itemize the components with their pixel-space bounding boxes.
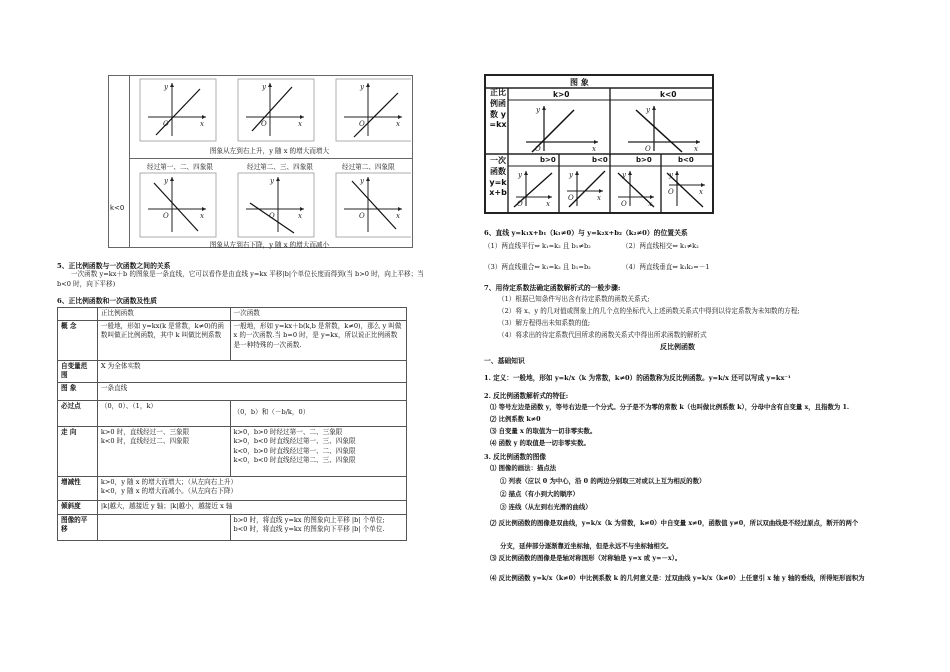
symmetry: ⑶ 反比例函数的图像是是轴对称图形（对称轴是 y=x 或 y=－x）。 bbox=[490, 554, 682, 562]
row-label: 图 象 bbox=[58, 382, 98, 400]
x-axis-label: x bbox=[396, 120, 400, 128]
x-axis-label: x bbox=[592, 145, 596, 153]
x-axis-label: x bbox=[200, 212, 204, 220]
row-cell-a: k>0，y 随 x 的增大而增大；（从左向右上升） k<0，y 随 x 的增大而减小。（从左向右下降） bbox=[97, 476, 406, 500]
y-axis-label: y bbox=[360, 83, 364, 91]
origin-label: O bbox=[668, 188, 674, 196]
table-row bbox=[58, 500, 407, 514]
x-axis-label: x bbox=[699, 188, 703, 196]
y-axis-label: y bbox=[569, 171, 573, 179]
coordinate-graph bbox=[514, 171, 552, 208]
row-cell-a: 一条直线 bbox=[97, 382, 406, 400]
basic-knowledge: 一、基础知识 bbox=[484, 357, 525, 365]
table-row bbox=[58, 476, 407, 500]
graph-heading: 3. 反比例函数的图像 bbox=[484, 453, 546, 461]
row2-label: 一次函数 y=kx+b bbox=[489, 156, 507, 198]
y-axis-label: y bbox=[270, 177, 274, 185]
feature-1: ⑴ 等号左边是函数 y，等号右边是一个分式。分子是不为零的常数 k（也叫做比例系数 k），分母中含有自变量 x，且指数为 1. bbox=[490, 403, 850, 411]
x-axis-label: x bbox=[200, 120, 204, 128]
x-axis-label: x bbox=[396, 212, 400, 220]
step-1: （1）根据已知条件写出含有待定系数的函数关系式; bbox=[498, 295, 650, 303]
row-label: 必过点 bbox=[58, 400, 98, 426]
relation-intersect: （2）两直线相交⇔ k₁≠k₂ bbox=[622, 242, 699, 250]
x-axis-label: x bbox=[694, 145, 698, 153]
y-arrow bbox=[170, 177, 174, 181]
properties-table bbox=[57, 307, 407, 541]
origin-label: O bbox=[359, 120, 365, 128]
function-line bbox=[252, 87, 292, 131]
coordinate-graph bbox=[618, 171, 654, 208]
origin-label: O bbox=[568, 194, 574, 202]
x-arrow bbox=[594, 140, 598, 144]
definition: 1. 定义：一般地，形如 y=k/x（k 为常数，k≠0）的函数称为反比例函数。y=k/x 还可以写成 y=kx⁻¹ bbox=[484, 374, 791, 382]
y-axis-label: y bbox=[164, 83, 168, 91]
graph-step-list: ① 列表（应以 0 为中心，沿 0 的两边分别取三对或以上互为相反的数） bbox=[500, 477, 706, 485]
k-label: k<0 bbox=[110, 204, 125, 212]
graph-frame bbox=[140, 173, 216, 237]
origin-label: O bbox=[269, 212, 275, 220]
y-axis-label: y bbox=[536, 106, 540, 114]
section7-title: 7、用待定系数法确定函数解析式的一般步骤: bbox=[484, 284, 621, 292]
feature-4: ⑷ 函数 y 的取值是一切非零实数。 bbox=[490, 439, 590, 447]
hyperbola-desc-2: 分支，延伸部分逐渐靠近坐标轴，但是永远不与坐标轴相交。 bbox=[500, 542, 673, 550]
right-header: 图 象 bbox=[570, 78, 589, 87]
b-label-3: b>0 bbox=[636, 156, 652, 164]
row-cell-a: （0，0）、（1，k） bbox=[97, 400, 230, 426]
feature-2: ⑵ 比例系数 k≠0 bbox=[490, 415, 541, 423]
row-label: 概 念 bbox=[58, 320, 98, 360]
x-arrow bbox=[202, 207, 206, 211]
y-arrow bbox=[575, 171, 579, 175]
y-arrow bbox=[366, 83, 370, 87]
graph-frame bbox=[336, 79, 411, 141]
x-arrow bbox=[300, 207, 304, 211]
row-cell-a: k>0 时，直线经过一、三象限 k<0 时，直线经过二、四象限 bbox=[97, 426, 230, 476]
coordinate-graph bbox=[148, 83, 206, 136]
step-3: （3）解方程得出未知系数的值; bbox=[498, 319, 591, 327]
k-neg-label: k<0 bbox=[660, 90, 677, 99]
quadrant-label-2: 经过第二、三、四象限 bbox=[247, 163, 313, 171]
table-header bbox=[58, 308, 407, 321]
y-arrow bbox=[675, 171, 679, 175]
table-row bbox=[58, 382, 407, 400]
section6-title: 6、正比例函数和一次函数及性质 bbox=[57, 297, 157, 305]
relation-perpendicular: （4）两直线垂直⇔ k₁k₂=－1 bbox=[622, 263, 710, 271]
row-label: 自变量范 围 bbox=[58, 360, 98, 382]
y-arrow bbox=[170, 83, 174, 87]
col-header-proportional: 正比例函数 bbox=[97, 308, 230, 321]
graph-method: ⑴ 图像的画法：描点法 bbox=[490, 464, 557, 472]
x-axis-label: x bbox=[298, 212, 302, 220]
row-label: 倾斜度 bbox=[58, 500, 98, 514]
y-axis-label: y bbox=[646, 106, 650, 114]
function-line bbox=[352, 181, 396, 229]
x-arrow bbox=[300, 115, 304, 119]
feature-3: ⑶ 自变量 x 的取值为一切非零实数。 bbox=[490, 427, 597, 435]
coordinate-graph bbox=[148, 177, 206, 232]
row-cell-b: k>0，b>0 时经过第一、二、三象限 k>0，b<0 时直线经过第一、三、四象限 k<0，b>0 时直线经过第一、二、四象限 k<0，b<0 时直线经过第二、三、四象限 bbox=[230, 426, 406, 476]
quadrant-label-1: 经过第一、二、四象限 bbox=[147, 163, 213, 171]
table-row bbox=[58, 320, 407, 360]
section5-body: 一次函数 y=kx＋b 的图象是一条直线，它可以看作是由直线 y=kx 平移|b|个单位长度而得到(当 b>0 时，向上平移；当 b<0 时，向下平移) bbox=[57, 270, 424, 288]
b-label-4: b<0 bbox=[678, 156, 694, 164]
function-line bbox=[354, 93, 398, 137]
k-pos-label: k>0 bbox=[553, 90, 570, 99]
table-row bbox=[58, 360, 407, 382]
graph-frame bbox=[238, 79, 314, 141]
function-line bbox=[156, 89, 200, 135]
coordinate-graph bbox=[526, 106, 598, 153]
section6b-title: 6、直线 y=k₁x+b₁（k₁≠0）与 y=k₂x+b₂（k₂≠0）的位置关系 bbox=[484, 229, 688, 237]
features-heading: 2. 反比例函数解析式的特征: bbox=[484, 392, 569, 400]
y-arrow bbox=[652, 106, 656, 110]
coordinate-graph bbox=[246, 83, 304, 136]
graph-step-plot: ② 描点（有小到大的顺序） bbox=[500, 490, 579, 498]
y-arrow bbox=[542, 106, 546, 110]
x-axis-label: x bbox=[597, 194, 601, 202]
x-arrow bbox=[696, 140, 700, 144]
x-axis-label: x bbox=[298, 120, 302, 128]
table-row bbox=[58, 514, 407, 540]
row-cell-a: X 为全体实数 bbox=[97, 360, 406, 382]
x-arrow bbox=[398, 207, 402, 211]
coordinate-graph bbox=[246, 177, 304, 233]
coordinate-graph bbox=[344, 83, 402, 137]
origin-label: O bbox=[163, 120, 169, 128]
row-label: 图像的平 移 bbox=[58, 514, 98, 540]
x-arrow bbox=[599, 189, 603, 193]
y-axis-label: y bbox=[262, 83, 266, 91]
y-arrow bbox=[268, 83, 272, 87]
x-arrow bbox=[701, 183, 705, 187]
y-axis-label: y bbox=[518, 171, 522, 179]
coordinate-graph bbox=[567, 171, 605, 207]
b-label-1: b>0 bbox=[540, 156, 556, 164]
origin-label: O bbox=[645, 145, 651, 153]
y-axis-label: y bbox=[164, 177, 168, 185]
row1-label: 正比例函数 y=kx bbox=[489, 88, 507, 130]
row-label: 走 向 bbox=[58, 426, 98, 476]
table-row bbox=[58, 426, 407, 476]
row-cell-b: （0，b）和（－b/k，0） bbox=[230, 400, 406, 426]
x-arrow bbox=[398, 115, 402, 119]
coordinate-graph bbox=[344, 177, 402, 232]
origin-label: O bbox=[261, 120, 267, 128]
y-axis-label: y bbox=[669, 171, 673, 179]
origin-label: O bbox=[535, 145, 541, 153]
row-cell-a bbox=[97, 514, 230, 540]
origin-label: O bbox=[517, 200, 523, 208]
b-label-2: b<0 bbox=[592, 156, 608, 164]
y-arrow bbox=[524, 171, 528, 175]
right-graphs-svg bbox=[484, 74, 714, 214]
origin-label: O bbox=[359, 212, 365, 220]
row-cell-b: 一般地，形如 y=kx＋b(k,b 是常数，k≠0)，那么 y 叫做 x 的一次函数.当 b=0 时，是 y=kx，所以说正比例函数是一种特殊的一次函数. bbox=[230, 320, 406, 360]
graph-frame bbox=[140, 79, 216, 141]
relation-coincide: （3）两直线重合⇔ k₁=k₂ 且 b₁=b₂ bbox=[484, 263, 591, 271]
row-cell-a: |k|越大，越接近 y 轴；|k|越小，越接近 x 轴 bbox=[97, 500, 406, 514]
x-arrow bbox=[650, 195, 654, 199]
x-arrow bbox=[202, 115, 206, 119]
hyperbola-desc: ⑵ 反比例函数的图像是双曲线，y=k/x（k 为常数，k≠0）中自变量 x≠0，函数值 y≠0，所以双曲线是不经过原点，断开的两个 bbox=[490, 519, 859, 527]
row-label: 增减性 bbox=[58, 476, 98, 500]
caption-down: 图象从左到右下降，y 随 x 的增大而减小 bbox=[209, 241, 330, 249]
geometric-meaning: ⑷ 反比例函数 y=k/x（k≠0）中比例系数 k 的几何意义是：过双曲线 y=k/x（k≠0）上任意引 x 轴 y 轴的垂线，所得矩形面积为 bbox=[490, 574, 865, 582]
function-line bbox=[636, 110, 682, 152]
table-row bbox=[58, 400, 407, 426]
x-arrow bbox=[548, 195, 552, 199]
coordinate-graph bbox=[667, 171, 705, 207]
caption-up: 图象从左到右上升，y 随 x 的增大而增大 bbox=[209, 147, 330, 155]
y-arrow bbox=[276, 177, 280, 181]
relation-parallel: （1）两直线平行⇔ k₁=k₂ 且 b₁≠b₂ bbox=[484, 242, 591, 250]
y-axis-label: y bbox=[622, 171, 626, 179]
x-axis-label: x bbox=[648, 200, 652, 208]
x-axis-label: x bbox=[546, 200, 550, 208]
step-4: （4）将求出的待定系数代回所求的函数关系式中得出所求函数的解析式 bbox=[498, 331, 707, 339]
origin-label: O bbox=[163, 212, 169, 220]
section5-title: 5、正比例函数与一次函数之间的关系 bbox=[57, 262, 171, 270]
col-header-linear: 一次函数 bbox=[230, 308, 406, 321]
quadrant-label-3: 经过第二、四象限 bbox=[342, 163, 395, 171]
y-arrow bbox=[628, 171, 632, 175]
origin-label: O bbox=[621, 200, 627, 208]
y-arrow bbox=[366, 177, 370, 181]
function-line bbox=[154, 183, 198, 231]
coordinate-graph bbox=[628, 106, 700, 153]
row-cell-b: b>0 时，将直线 y=kx 的图象向上平移 |b| 个单位; b<0 时，将直线 y=kx 的图象向下平移 |b| 个单位. bbox=[230, 514, 406, 540]
step-2: （2）将 x、y 的几对值或图象上的几个点的坐标代入上述函数关系式中得到以待定系数为未知数的方程; bbox=[498, 307, 800, 315]
graph-frame bbox=[238, 173, 314, 237]
graph-step-connect: ③ 连线（从左到右光滑的曲线） bbox=[500, 503, 592, 511]
row-cell-a: 一般地，形如 y=kx(k 是常数，k≠0)的函数叫做正比例函数，其中 k 叫做比例系数 bbox=[97, 320, 230, 360]
y-axis-label: y bbox=[360, 177, 364, 185]
inverse-title: 反比例函数 bbox=[660, 342, 695, 351]
